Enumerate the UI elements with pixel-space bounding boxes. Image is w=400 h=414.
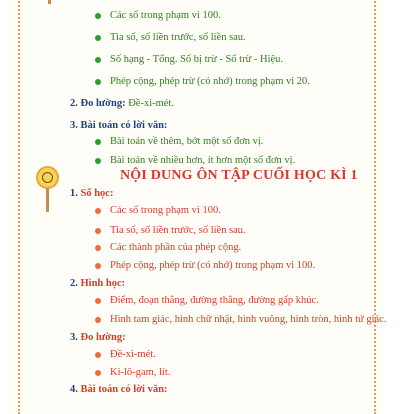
bullet-dot [95, 370, 101, 376]
page-title: NỘI DUNG ÔN TẬP CUỐI HỌC KÌ 1 [120, 168, 358, 183]
list-item: Bài toán về nhiều hơn, ít hơn một số đơn vị. [110, 155, 296, 166]
list-item: Điểm, đoạn thẳng, đường thẳng, đường gấp khúc. [110, 295, 319, 306]
bullet-dot [95, 158, 101, 164]
left-dotted-border [18, 0, 20, 414]
bullet-dot [95, 79, 101, 85]
section-label: Đo lường: [80, 98, 126, 109]
section-number: 2. [70, 278, 78, 289]
section-label: Bài toán có lời văn: [80, 384, 168, 395]
lollipop-icon [36, 166, 59, 212]
bullet-dot [95, 245, 101, 251]
section-label: Đo lường: [80, 332, 126, 343]
list-item: Số hạng - Tổng. Số bị trừ - Số trừ - Hiệu. [110, 54, 284, 65]
list-item: Hình tam giác, hình chữ nhật, hình vuông, hình tròn, hình tứ giác. [110, 314, 387, 325]
bullet-dot [95, 57, 101, 63]
list-item: Ki-lô-gam, lít. [110, 367, 171, 378]
list-item: Tia số, số liền trước, số liền sau. [110, 32, 246, 43]
section-heading-arithmetic [70, 187, 113, 200]
bullet-dot [95, 228, 101, 234]
section-heading-word-problems [70, 383, 167, 396]
list-item: Các thành phần của phép cộng. [110, 242, 242, 253]
section-heading-measurement [70, 331, 126, 344]
bullet-dot [95, 139, 101, 145]
lollipop-stick [48, 0, 51, 4]
section-heading-word-problems [70, 119, 167, 132]
list-item: Bài toán về thêm, bớt một số đơn vị. [110, 136, 264, 147]
section-number: 1. [70, 188, 78, 199]
section-label: Hình học: [80, 278, 126, 289]
section-heading-measurement [70, 97, 174, 110]
section-number: 2. [70, 98, 78, 109]
section-label: Bài toán có lời văn: [80, 120, 168, 131]
list-item: Tia số, số liền trước, số liền sau. [110, 225, 246, 236]
bullet-dot [95, 298, 101, 304]
bullet-dot [95, 13, 101, 19]
bullet-dot [95, 352, 101, 358]
section-number: 3. [70, 332, 78, 343]
section-number: 4. [70, 384, 78, 395]
list-item: Phép cộng, phép trừ (có nhớ) trong phạm vi 100. [110, 260, 316, 271]
section-number: 3. [70, 120, 78, 131]
list-item: Các số trong phạm vi 100. [110, 205, 221, 216]
bullet-dot [95, 317, 101, 323]
section-value: Đề-xi-mét. [128, 98, 174, 109]
list-item: Các số trong phạm vi 100. [110, 10, 221, 21]
right-dotted-border [374, 0, 376, 414]
bullet-dot [95, 208, 101, 214]
list-item: Phép cộng, phép trừ (có nhớ) trong phạm vi 20. [110, 76, 310, 87]
list-item: Đề-xi-mét. [110, 349, 156, 360]
bullet-dot [95, 35, 101, 41]
bullet-dot [95, 263, 101, 269]
section-label: Số học: [80, 188, 114, 199]
section-heading-geometry [70, 277, 125, 290]
